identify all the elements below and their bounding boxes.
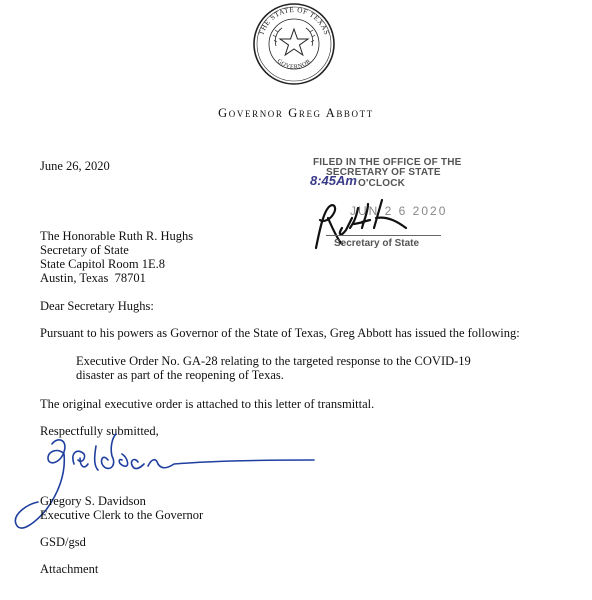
intro-paragraph: Pursuant to his powers as Governor of the State of Texas, Greg Abbott has issued the following: xyxy=(40,326,520,340)
seal-outer-text: THE STATE OF TEXAS xyxy=(257,5,331,37)
stamp-handwritten-time: 8:45Am xyxy=(310,173,357,188)
address-line-3: State Capitol Room 1E.8 xyxy=(40,257,165,271)
svg-text:THE STATE OF TEXAS xyxy=(257,6,330,36)
signer-title: Executive Clerk to the Governor xyxy=(40,508,204,522)
closing-note: The original executive order is attached to this letter of transmittal. xyxy=(40,397,375,411)
seal-bottom-text: GOVERNOR xyxy=(275,58,313,71)
texas-state-seal-icon xyxy=(252,2,336,86)
stamp-date: JUN 2 6 2020 xyxy=(350,204,448,218)
svg-text:GOVERNOR xyxy=(276,58,313,70)
letter-date: June 26, 2020 xyxy=(40,159,110,173)
stamp-line-2: SECRETARY OF STATE xyxy=(326,167,441,178)
address-line-1: The Honorable Ruth R. Hughs xyxy=(40,229,194,243)
signer-name: Gregory S. Davidson xyxy=(40,494,146,508)
letterhead-title: Governor Greg Abbott xyxy=(218,106,374,120)
enclosure-note: Attachment xyxy=(40,562,99,576)
salutation: Dear Secretary Hughs: xyxy=(40,299,154,313)
order-line-2: disaster as part of the reopening of Texas. xyxy=(76,368,284,382)
seal-star-icon xyxy=(280,29,308,55)
order-line-1: Executive Order No. GA-28 relating to the targeted response to the COVID-19 xyxy=(76,354,471,368)
stamp-role-label: Secretary of State xyxy=(334,238,420,249)
stamp-time-suffix: O'CLOCK xyxy=(358,178,406,189)
complimentary-close: Respectfully submitted, xyxy=(40,424,159,438)
address-line-2: Secretary of State xyxy=(40,243,129,257)
initials: GSD/gsd xyxy=(40,535,86,549)
address-line-4: Austin, Texas 78701 xyxy=(40,271,146,285)
filing-stamp xyxy=(298,152,468,262)
stamp-line-1: FILED IN THE OFFICE OF THE xyxy=(313,157,462,168)
